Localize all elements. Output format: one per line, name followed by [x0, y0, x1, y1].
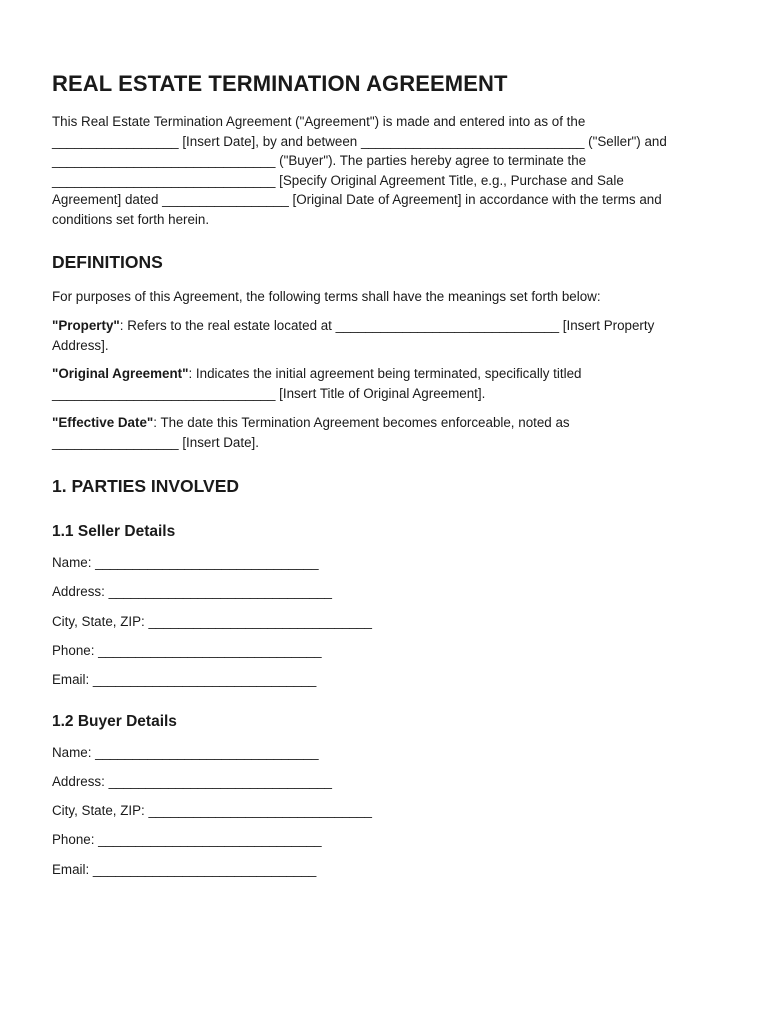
- definition-text: : Indicates the initial agreement being terminated, specifically titled ______________________________ [Insert Title of Original Agreement].: [52, 366, 582, 401]
- seller-name-field: Name: ______________________________: [52, 555, 319, 570]
- definition-term: "Property": [52, 318, 120, 333]
- definition-text: : Refers to the real estate located at ______________________________ [Insert Property Address].: [52, 318, 655, 353]
- definition-term: "Original Agreement": [52, 366, 189, 381]
- parties-heading: 1. PARTIES INVOLVED: [52, 476, 240, 496]
- seller-details-heading: 1.1 Seller Details: [52, 523, 176, 540]
- buyer-phone-field: Phone: ______________________________: [52, 832, 322, 847]
- seller-city-state-zip-field: City, State, ZIP: ______________________________: [52, 614, 372, 629]
- document-title: REAL ESTATE TERMINATION AGREEMENT: [52, 71, 508, 96]
- definitions-intro: For purposes of this Agreement, the following terms shall have the meanings set forth below:: [52, 289, 601, 304]
- seller-phone-field: Phone: ______________________________: [52, 643, 322, 658]
- buyer-email-field: Email: ______________________________: [52, 862, 317, 877]
- definition-text: : The date this Termination Agreement becomes enforceable, noted as _________________ [Insert Date].: [52, 415, 570, 450]
- intro-paragraph: This Real Estate Termination Agreement ("Agreement") is made and entered into as of the _________________ [Insert Date], by and between ______________________________ ("Seller") and ______________________________ ("Buyer"). The parties hereby agree to terminate the ______________________________ [Specify Original Agreement Title, e.g., Purchase and Sale Agreement] dated _________________ [Original Date of Agreement] in accordance with the terms and conditions set forth herein.: [52, 114, 667, 227]
- buyer-city-state-zip-field: City, State, ZIP: ______________________________: [52, 803, 372, 818]
- buyer-name-field: Name: ______________________________: [52, 745, 319, 760]
- seller-address-field: Address: ______________________________: [52, 584, 332, 599]
- definitions-heading: DEFINITIONS: [52, 252, 163, 272]
- definition-term: "Effective Date": [52, 415, 154, 430]
- buyer-details-heading: 1.2 Buyer Details: [52, 713, 177, 730]
- definition-property: [52, 316, 692, 355]
- definition-effective-date: [52, 413, 692, 452]
- seller-email-field: Email: ______________________________: [52, 672, 317, 687]
- definition-original-agreement: [52, 364, 692, 403]
- buyer-address-field: Address: ______________________________: [52, 774, 332, 789]
